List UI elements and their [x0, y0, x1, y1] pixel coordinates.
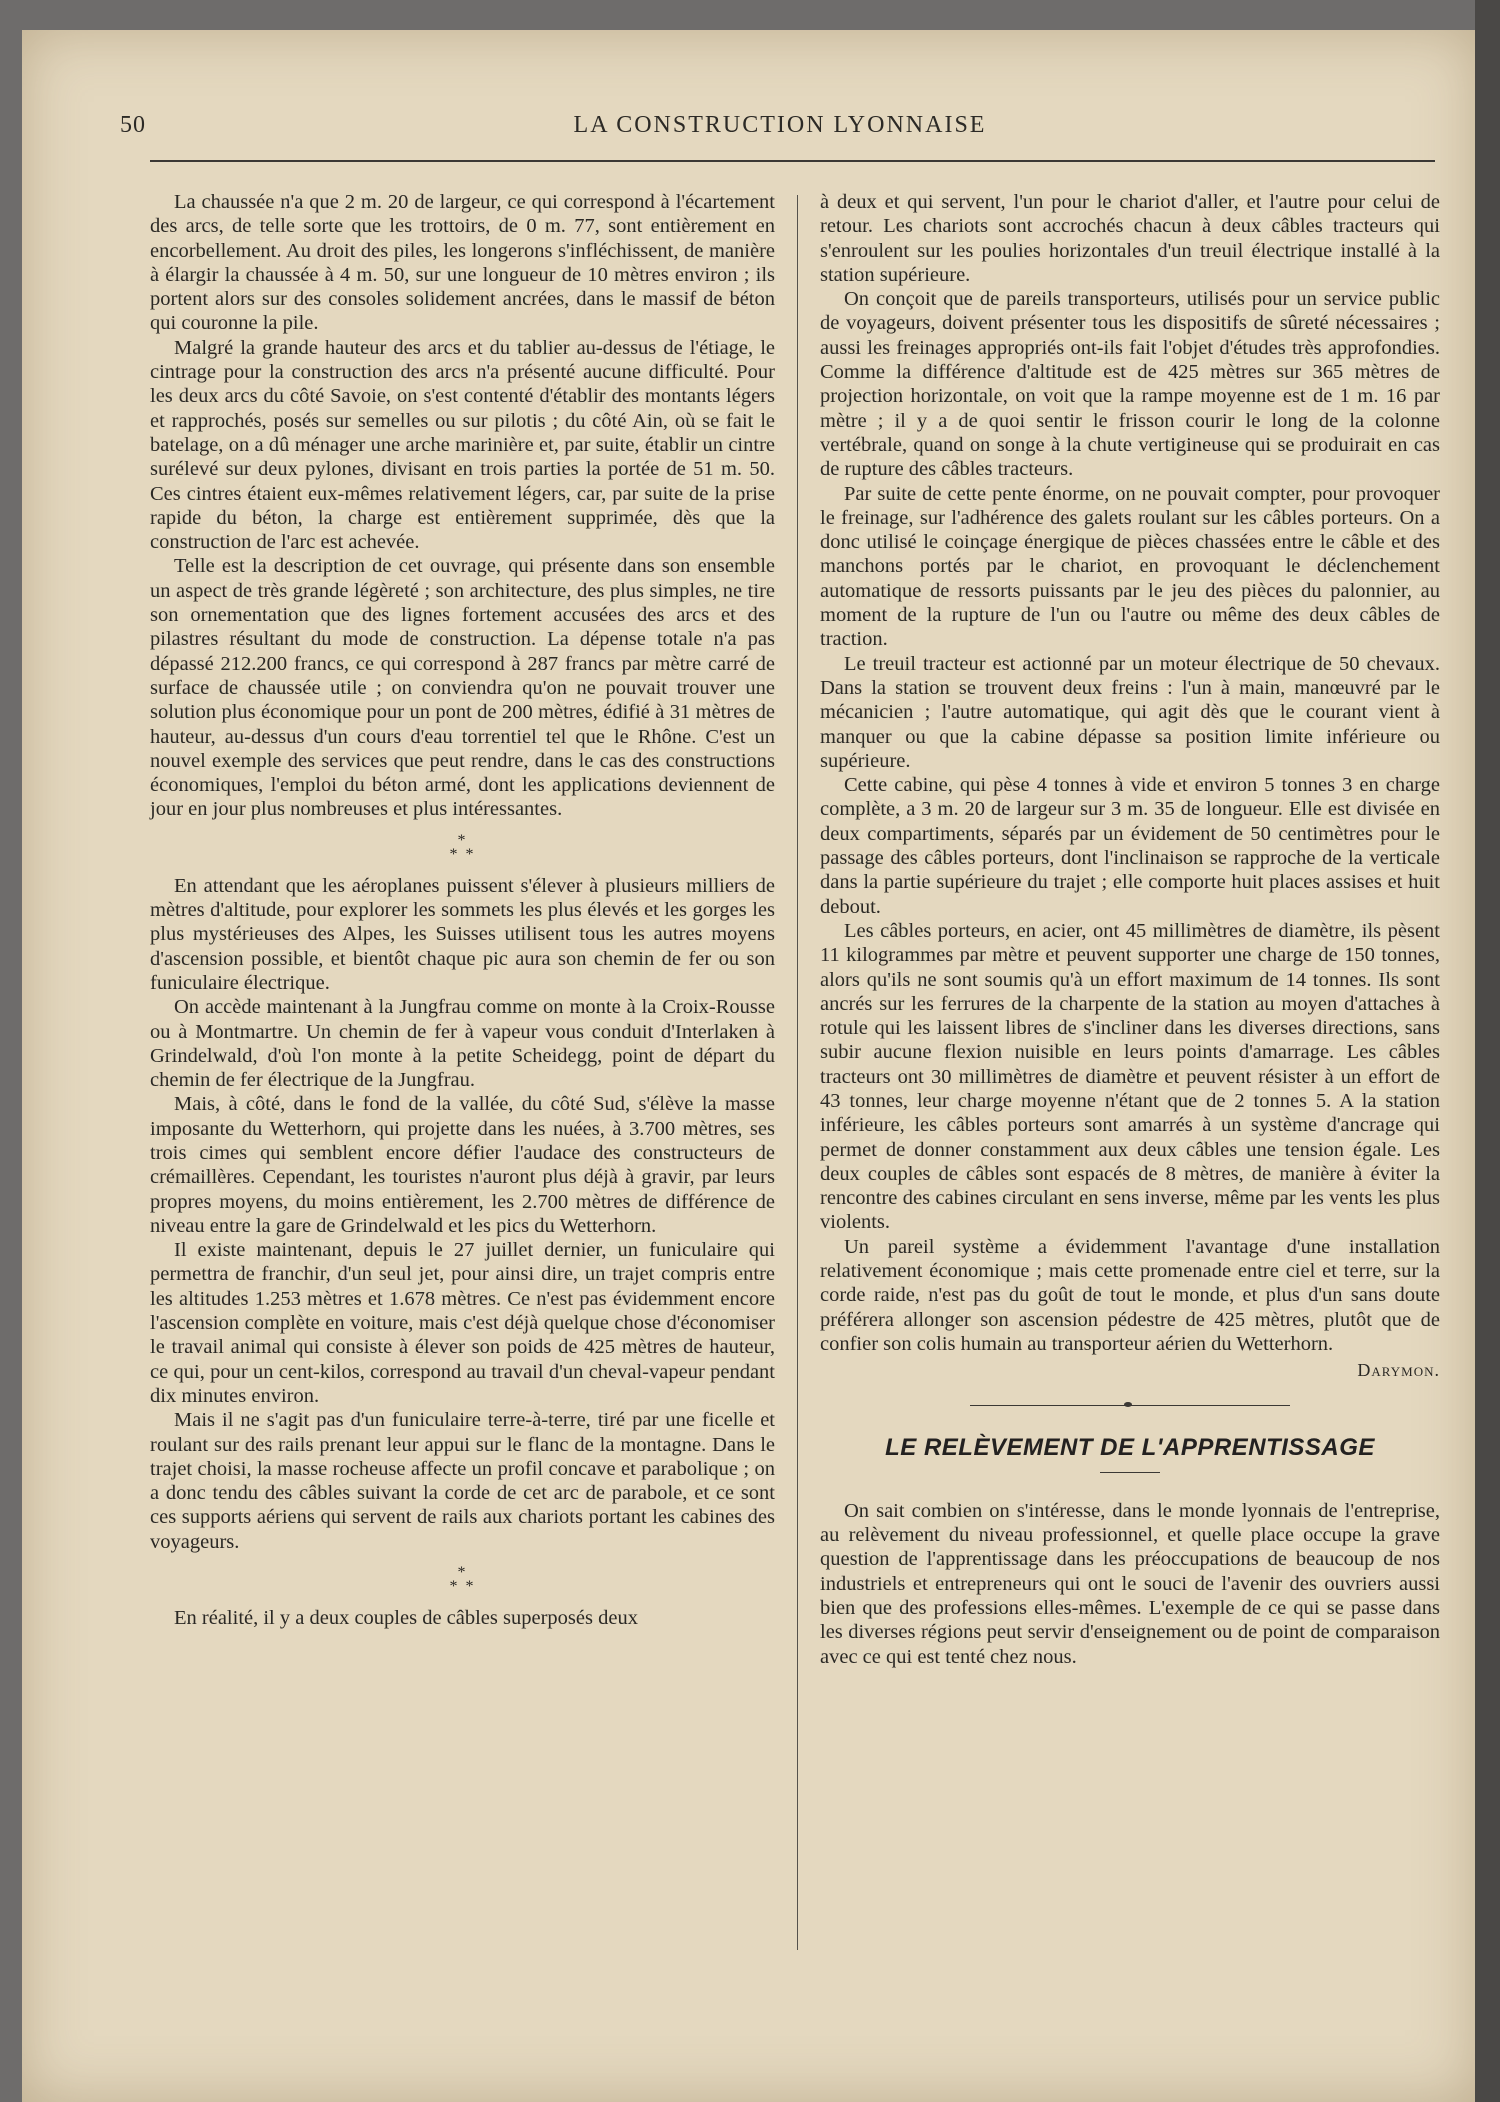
page-edge: [1475, 0, 1500, 2102]
left-paragraph-8: Mais il ne s'agit pas d'un funiculaire terre-à-terre, tiré par une ficelle et roulant sur des rails prenant leur appui sur le flanc de la montagne. Dans le trajet choisi, la masse rocheuse affecte un profil concave et parabolique ; on a donc tendu des câbles suivant la corde de cet arc de parabole, et ce sont ces supports aériens qui servent de rails aux chariots portant les cabines des voyageurs.: [150, 1409, 775, 1553]
right-paragraph-6: Les câbles porteurs, en acier, ont 45 millimètres de diamètre, ils pèsent 11 kilogrammes par mètre et peuvent supporter une charge de 150 tonnes, alors qu'ils ne sont soumis qu'à un effort maximum de 14 tonnes. Ils sont ancrés sur les ferrures de la charpente de la station au moyen d'attaches à rotule qui les laissent libres de s'incliner dans les diverses directions, sans subir aucune flexion nuisible en leurs points d'amarrage. Les câbles tracteurs ont 30 millimètres de diamètre et peuvent résister à un effort de 43 tonnes, leur charge moyenne n'étant que de 2 tonnes 5. A la station inférieure, les câbles porteurs sont amarrés à un système d'ancrage qui permet de donner constamment aux deux câbles une tension égale. Les deux couples de câbles sont espacés de 8 mètres, de manière à éviter la rencontre des cabines circulant en sens inverse, même par les vents les plus violents.: [820, 919, 1440, 1234]
running-title: LA CONSTRUCTION LYONNAISE: [573, 112, 987, 138]
right-paragraph-8: On sait combien on s'intéresse, dans le monde lyonnais de l'entreprise, au relèvement du niveau professionnel, et quelle place occupe la grave question de l'apprentissage dans les préoccupations de beaucoup de nos industriels et entrepreneurs qui ont le souci de l'avenir des ouvriers aussi bien que des professions elles-mêmes. L'exemple de ce qui se passe dans les diverses régions peut servir d'enseignement ou de point de comparaison avec ce qui est tenté chez nous.: [820, 1499, 1440, 1668]
left-paragraph-2: Malgré la grande hauteur des arcs et du tablier au-dessus de l'étiage, le cintrage pour la construction des arcs n'a présenté aucune difficulté. Pour les deux arcs du côté Savoie, on s'est contenté d'établir des montants légers et rapprochés, posés sur semelles ou sur pilotis ; du côté Ain, où se fait le batelage, on a dû ménager une arche marinière et, par suite, établir un cintre surélevé sur deux pylones, divisant en trois parties la portée de 51 m. 50. Ces cintres étaient eux-mêmes relativement légers, car, par suite de la prise rapide du béton, la charge est entièrement supprimée, dès que la construction de l'arc est achevée.: [150, 336, 775, 554]
page-number: 50: [120, 112, 146, 138]
left-paragraph-4: En attendant que les aéroplanes puissent s'élever à plusieurs milliers de mètres d'altitude, pour explorer les sommets les plus élevés et les gorges les plus mystérieuses des Alpes, les Suisses utilisent tous les autres moyens d'ascension possible, et bientôt chaque pic aura son chemin de fer ou son funiculaire électrique.: [150, 874, 775, 994]
right-paragraph-3: Par suite de cette pente énorme, on ne pouvait compter, pour provoquer le freinage, sur l'adhérence des galets roulant sur les câbles porteurs. On a donc utilisé le coinçage énergique de pièces chassées entre le câble et des manchons portés par le chariot, en provoquant le déclenchement automatique de ressorts puissants par le jeu des pièces du palonnier, au moment de la rupture de l'un ou l'autre ou même des deux câbles de traction.: [820, 482, 1440, 651]
right-paragraph-2: On conçoit que de pareils transporteurs, utilisés pour un service public de voyageurs, doivent présenter tous les dispositifs de sûreté nécessaires ; aussi les freinages appropriés ont-ils fait l'objet d'études très approfondies. Comme la différence d'altitude est de 425 mètres sur 365 mètres de projection horizontale, on voit que la rampe moyenne est de 1 m. 16 par mètre ; il y a de quoi sentir le frisson courir le long de la colonne vertébrale, quand on songe à la chute vertigineuse qui se produirait en cas de rupture des câbles tracteurs.: [820, 288, 1440, 481]
left-paragraph-7: Il existe maintenant, depuis le 27 juillet dernier, un funiculaire qui permettra de franchir, d'un seul jet, pour ainsi dire, un trajet compris entre les altitudes 1.253 mètres et 1.678 mètres. Ce n'est pas évidemment encore l'ascension complète en voiture, mais c'est déjà quelque chose d'économiser le travail animal qui consiste à élever son poids de 425 mètres de hauteur, ce qui, pour un cent-kilos, correspond au travail d'un cheval-vapeur pendant dix minutes environ.: [150, 1239, 775, 1407]
right-paragraph-4: Le treuil tracteur est actionné par un moteur électrique de 50 chevaux. Dans la station se trouvent deux freins : l'un à main, manœuvré par le mécanicien ; l'autre automatique, qui agit dès que le courant vient à manquer ou que la cabine dépasse sa position limite inférieure ou supérieure.: [820, 652, 1440, 772]
column-divider: [797, 195, 798, 1950]
left-paragraph-1: La chaussée n'a que 2 m. 20 de largeur, ce qui correspond à l'écartement des arcs, de telle sorte que les trottoirs, de 0 m. 77, sont entièrement en encorbellement. Au droit des piles, les longerons s'infléchissent, de manière à élargir la chaussée à 4 m. 50, sur une longueur de 10 mètres environ ; ils portent alors sur des consoles solidement ancrées, dans le massif de béton qui couronne la pile.: [150, 191, 775, 335]
section-rule: [970, 1405, 1290, 1406]
asterism-1: * * *: [449, 831, 476, 863]
author-signature: Darymon.: [1357, 1360, 1440, 1381]
right-paragraph-1: à deux et qui servent, l'un pour le chariot d'aller, et l'autre pour celui de retour. Les chariots sont accrochés chacun à deux câbles tracteurs qui s'enroulent sur les poulies horizontales d'un treuil électrique installé à la station supérieure.: [820, 191, 1440, 286]
left-column: [150, 190, 775, 1940]
section-title: LE RELÈVEMENT DE L'APPRENTISSAGE: [885, 1433, 1375, 1461]
right-column: [820, 190, 1440, 1940]
header-rule: [150, 160, 1435, 162]
right-paragraph-5: Cette cabine, qui pèse 4 tonnes à vide et environ 5 tonnes 3 en charge complète, a 3 m. 20 de largeur sur 3 m. 35 de longueur. Elle est divisée en deux compartiments, séparés par un évidement de 50 centimètres pour le passage des câbles porteurs, dont l'inclinaison se rapproche de la verticale dans la partie supérieure du trajet ; elle comporte huit places assises et huit debout.: [820, 774, 1440, 918]
left-paragraph-5: On accède maintenant à la Jungfrau comme on monte à la Croix-Rousse ou à Montmartre. Un chemin de fer à vapeur vous conduit d'Interlaken à Grindelwald, d'où l'on monte à la petite Scheidegg, point de départ du chemin de fer électrique de la Jungfrau.: [150, 996, 775, 1092]
left-paragraph-9: En réalité, il y a deux couples de câbles superposés deux: [174, 1607, 638, 1630]
left-paragraph-3: Telle est la description de cet ouvrage, qui présente dans son ensemble un aspect de très grande légèreté ; son architecture, des plus simples, ne tire son ornementation que des lignes fortement accusées des arcs et des pilastres résultant du mode de construction. La dépense totale n'a pas dépassé 212.200 francs, ce qui correspond à 287 francs par mètre carré de surface de chaussée utile ; on conviendra qu'on ne pouvait trouver une solution plus économique pour un pont de 200 mètres, édifié à 31 mètres de hauteur, au-dessus d'un cours d'eau torrentiel tel que le Rhône. C'est un nouvel exemple des services que peut rendre, dans le cas des constructions économiques, l'emploi du béton armé, dont les applications deviennent de jour en jour plus nombreuses et plus intéressantes.: [150, 555, 775, 821]
right-paragraph-7: Un pareil système a évidemment l'avantage d'une installation relativement économique ; mais cette promenade entre ciel et terre, sur la corde raide, n'est pas du goût de tout le monde, et plus d'un sans doute préférera allonger son ascension pédestre de 425 mètres, plutôt que de confier son colis humain au transporteur aérien du Wetterhorn.: [820, 1235, 1440, 1355]
asterism-2: * * *: [449, 1564, 476, 1596]
left-paragraph-6: Mais, à côté, dans le fond de la vallée, du côté Sud, s'élève la masse imposante du Wetterhorn, qui projette dans les nuées, à 3.700 mètres, ses trois cimes qui semblent encore défier l'audace des constructeurs de crémaillères. Cependant, les touristes n'auront plus déjà à gravir, par leurs propres moyens, du moins entièrement, les 2.700 mètres de différence de niveau entre la gare de Grindelwald et les pics du Wetterhorn.: [150, 1093, 775, 1237]
page-header: [120, 112, 1440, 152]
title-rule: [1100, 1472, 1160, 1473]
